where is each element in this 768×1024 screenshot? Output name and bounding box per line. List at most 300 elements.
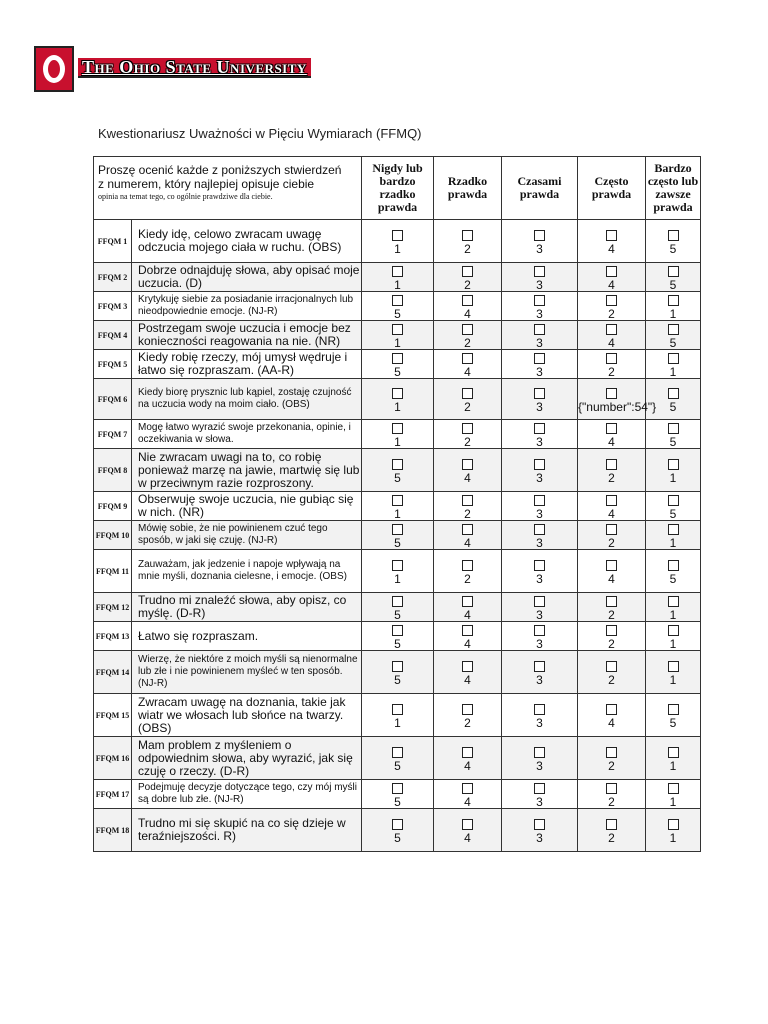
item-code: FFQM 13 [94, 622, 132, 651]
answer-score: 2 [464, 571, 471, 586]
answer-checkbox[interactable] [668, 495, 679, 506]
answer-cell [646, 622, 701, 651]
table-row [94, 492, 701, 521]
answer-score: 1 [669, 830, 677, 845]
answer-cell [578, 737, 646, 780]
answer-checkbox[interactable] [462, 353, 473, 364]
answer-score: 2 [608, 364, 615, 379]
answer-checkbox[interactable] [534, 819, 545, 830]
answer-checkbox[interactable] [606, 324, 617, 335]
answer-cell [434, 350, 502, 379]
answer-score: 4 [464, 794, 471, 809]
answer-cell [362, 593, 434, 622]
answer-score: 2 [608, 607, 615, 622]
answer-cell [578, 321, 646, 350]
table-row [94, 292, 701, 321]
answer-checkbox[interactable] [668, 819, 679, 830]
answer-checkbox[interactable] [534, 625, 545, 636]
item-statement: Trudno mi się skupić na co się dzieje w teraźniejszości. R) [132, 809, 362, 852]
answer-score: 5 [394, 672, 401, 687]
answer-cell [502, 651, 578, 694]
answer-score: 4 [608, 434, 615, 449]
answer-checkbox[interactable] [534, 560, 545, 571]
answer-score: 4 [464, 470, 471, 485]
answer-cell [578, 263, 646, 292]
item-code: FFQM 5 [94, 350, 132, 379]
answer-checkbox[interactable] [534, 661, 545, 672]
answer-score: 5 [394, 758, 401, 773]
answer-cell [362, 521, 434, 550]
answer-cell [578, 550, 646, 593]
answer-checkbox[interactable] [462, 747, 473, 758]
answer-cell [362, 651, 434, 694]
answer-checkbox[interactable] [606, 560, 617, 571]
answer-score: 5 [394, 636, 401, 651]
answer-score: 4 [608, 241, 615, 256]
answer-score: 3 [536, 470, 543, 485]
answer-score: 2 [608, 830, 615, 845]
answer-checkbox[interactable] [462, 459, 473, 470]
answer-score: 4 [464, 636, 471, 651]
answer-checkbox[interactable] [534, 230, 545, 241]
answer-cell [646, 449, 701, 492]
answer-checkbox[interactable] [392, 295, 403, 306]
answer-checkbox[interactable] [462, 560, 473, 571]
answer-score: 4 [464, 306, 471, 321]
answer-score: 2 [608, 672, 615, 687]
answer-checkbox[interactable] [392, 596, 403, 607]
item-code: FFQM 1 [94, 220, 132, 263]
item-code: FFQM 18 [94, 809, 132, 852]
answer-cell [646, 809, 701, 852]
answer-score: 3 [536, 434, 543, 449]
answer-checkbox[interactable] [462, 495, 473, 506]
answer-cell [434, 550, 502, 593]
answer-score: 1 [394, 715, 401, 730]
answer-score: 4 [608, 506, 615, 521]
item-code: FFQM 17 [94, 780, 132, 809]
item-statement: Mam problem z myśleniem o odpowiednim słowa, aby wyrazić, jak się czuję o rzeczy. (D-R) [132, 737, 362, 780]
table-row [94, 593, 701, 622]
answer-checkbox[interactable] [606, 388, 617, 399]
item-statement: Wierzę, że niektóre z moich myśli są nienormalne lub złe i nie powinienem myśleć w ten sposób. (NJ-R) [132, 651, 362, 694]
answer-cell [434, 321, 502, 350]
answer-cell [578, 521, 646, 550]
answer-checkbox[interactable] [668, 266, 679, 277]
answer-score: 2 [464, 434, 471, 449]
answer-checkbox[interactable] [534, 524, 545, 535]
answer-cell [578, 220, 646, 263]
answer-cell [646, 694, 701, 737]
instruction-line-1: Proszę ocenić każde z poniższych stwierdzeń [98, 163, 342, 177]
answer-checkbox[interactable] [462, 819, 473, 830]
answer-score: 5 [394, 535, 401, 550]
answer-score: 1 [394, 399, 401, 414]
answer-cell [434, 379, 502, 420]
answer-cell [362, 622, 434, 651]
answer-score: 5 [394, 364, 401, 379]
answer-checkbox[interactable] [668, 388, 679, 399]
table-row [94, 737, 701, 780]
answer-checkbox[interactable] [606, 524, 617, 535]
answer-checkbox[interactable] [392, 423, 403, 434]
university-name: The Ohio State University [78, 58, 311, 78]
answer-score: 4 [608, 715, 615, 730]
answer-score: 2 [464, 715, 471, 730]
answer-cell [362, 379, 434, 420]
table-row [94, 622, 701, 651]
answer-checkbox[interactable] [668, 596, 679, 607]
answer-cell [502, 220, 578, 263]
answer-cell [578, 694, 646, 737]
answer-cell [434, 263, 502, 292]
item-code: FFQM 2 [94, 263, 132, 292]
answer-checkbox[interactable] [534, 459, 545, 470]
answer-checkbox[interactable] [668, 704, 679, 715]
item-statement: Obserwuję swoje uczucia, nie gubiąc się w nich. (NR) [132, 492, 362, 521]
answer-checkbox[interactable] [668, 295, 679, 306]
answer-score: 4 [464, 607, 471, 622]
answer-cell [362, 420, 434, 449]
answer-checkbox[interactable] [534, 353, 545, 364]
answer-cell [434, 220, 502, 263]
answer-checkbox[interactable] [392, 495, 403, 506]
answer-checkbox[interactable] [392, 353, 403, 364]
answer-cell [434, 449, 502, 492]
answer-score: 5 [669, 277, 677, 292]
instruction-cell [94, 157, 362, 220]
answer-cell [578, 622, 646, 651]
answer-checkbox[interactable] [606, 819, 617, 830]
table-row [94, 694, 701, 737]
answer-checkbox[interactable] [392, 459, 403, 470]
answer-score: 3 [536, 715, 543, 730]
table-row [94, 321, 701, 350]
answer-cell [434, 622, 502, 651]
answer-checkbox[interactable] [606, 353, 617, 364]
answer-cell [434, 521, 502, 550]
table-row [94, 420, 701, 449]
answer-score: 3 [536, 794, 543, 809]
answer-cell [646, 550, 701, 593]
item-statement: Mówię sobie, że nie powinienem czuć tego sposób, w jaki się czuję. (NJ-R) [132, 521, 362, 550]
answer-checkbox[interactable] [392, 704, 403, 715]
answer-score: 2 [608, 794, 615, 809]
answer-score: 1 [669, 607, 677, 622]
answer-score: 5 [394, 830, 401, 845]
answer-cell [434, 737, 502, 780]
option-header-always: Bardzo często lub zawsze prawda [646, 157, 701, 220]
answer-score: 2 [608, 306, 615, 321]
answer-cell [502, 809, 578, 852]
answer-checkbox[interactable] [462, 625, 473, 636]
answer-cell [646, 780, 701, 809]
answer-cell [434, 593, 502, 622]
answer-checkbox[interactable] [392, 783, 403, 794]
answer-cell [362, 492, 434, 521]
answer-cell [434, 694, 502, 737]
answer-score: 3 [536, 758, 543, 773]
answer-cell [646, 420, 701, 449]
answer-cell [646, 220, 701, 263]
answer-checkbox[interactable] [392, 266, 403, 277]
answer-cell [502, 780, 578, 809]
answer-checkbox[interactable] [606, 423, 617, 434]
answer-score: 2 [608, 535, 615, 550]
answer-checkbox[interactable] [534, 423, 545, 434]
answer-cell [434, 780, 502, 809]
answer-score: 5 [394, 470, 401, 485]
answer-checkbox[interactable] [606, 704, 617, 715]
answer-checkbox[interactable] [606, 747, 617, 758]
answer-checkbox[interactable] [606, 625, 617, 636]
answer-checkbox[interactable] [606, 266, 617, 277]
answer-cell [502, 521, 578, 550]
answer-checkbox[interactable] [462, 230, 473, 241]
answer-cell [578, 780, 646, 809]
answer-cell [578, 379, 657, 420]
item-statement: Dobrze odnajduję słowa, aby opisać moje uczucia. (D) [132, 263, 362, 292]
item-statement: Kiedy idę, celowo zwracam uwagę odczucia mojego ciała w ruchu. (OBS) [132, 220, 362, 263]
answer-cell [362, 737, 434, 780]
answer-checkbox[interactable] [392, 747, 403, 758]
answer-score: 4 [464, 535, 471, 550]
answer-cell [434, 420, 502, 449]
answer-score: 5 [669, 241, 677, 256]
answer-cell [502, 292, 578, 321]
answer-cell [646, 492, 701, 521]
answer-checkbox[interactable] [392, 230, 403, 241]
table-row [94, 651, 701, 694]
answer-cell [434, 292, 502, 321]
answer-score: 1 [669, 535, 677, 550]
answer-cell [578, 449, 646, 492]
answer-score: 1 [394, 277, 401, 292]
answer-score: 5 [669, 506, 677, 521]
table-row [94, 449, 701, 492]
answer-cell [578, 292, 646, 321]
answer-checkbox[interactable] [534, 596, 545, 607]
answer-checkbox[interactable] [462, 388, 473, 399]
answer-score: 1 [394, 571, 401, 586]
answer-score: 3 [536, 607, 543, 622]
answer-score: 4 [464, 758, 471, 773]
answer-score: 5 [669, 399, 677, 414]
answer-cell [502, 492, 578, 521]
answer-checkbox[interactable] [668, 661, 679, 672]
answer-checkbox[interactable] [606, 783, 617, 794]
answer-checkbox[interactable] [462, 295, 473, 306]
answer-checkbox[interactable] [534, 495, 545, 506]
answer-score: 1 [669, 306, 677, 321]
answer-score: 1 [669, 364, 677, 379]
item-code: FFQM 8 [94, 449, 132, 492]
answer-checkbox[interactable] [462, 324, 473, 335]
answer-checkbox[interactable] [668, 747, 679, 758]
answer-checkbox[interactable] [462, 266, 473, 277]
answer-checkbox[interactable] [392, 625, 403, 636]
answer-score: 1 [394, 506, 401, 521]
answer-checkbox[interactable] [668, 230, 679, 241]
item-code: FFQM 16 [94, 737, 132, 780]
answer-checkbox[interactable] [668, 783, 679, 794]
answer-score: 1 [669, 470, 677, 485]
answer-cell [578, 593, 646, 622]
answer-score: 2 [464, 506, 471, 521]
answer-score: 2 [608, 636, 615, 651]
answer-score: 1 [669, 758, 677, 773]
answer-checkbox[interactable] [534, 324, 545, 335]
answer-checkbox[interactable] [462, 704, 473, 715]
answer-score: 4 [608, 335, 615, 350]
answer-checkbox[interactable] [668, 524, 679, 535]
answer-cell [362, 550, 434, 593]
answer-cell [502, 350, 578, 379]
answer-cell [362, 449, 434, 492]
answer-score: 4 [608, 277, 615, 292]
answer-score: 3 [536, 277, 543, 292]
answer-checkbox[interactable] [534, 295, 545, 306]
answer-score: 5 [669, 715, 677, 730]
item-statement: Podejmuję decyzje dotyczące tego, czy mój myśli są dobre lub złe. (NJ-R) [132, 780, 362, 809]
answer-checkbox[interactable] [668, 353, 679, 364]
answer-checkbox[interactable] [606, 661, 617, 672]
answer-checkbox[interactable] [534, 704, 545, 715]
answer-cell [362, 780, 434, 809]
item-statement: Trudno mi znaleźć słowa, aby opisz, co myślę. (D-R) [132, 593, 362, 622]
answer-checkbox[interactable] [462, 661, 473, 672]
answer-score: 2 [464, 277, 471, 292]
answer-cell [434, 492, 502, 521]
table-row [94, 350, 701, 379]
item-code: FFQM 10 [94, 521, 132, 550]
item-code: FFQM 14 [94, 651, 132, 694]
answer-checkbox[interactable] [606, 295, 617, 306]
answer-score: 1 [669, 636, 677, 651]
answer-checkbox[interactable] [668, 459, 679, 470]
answer-score: 4 [464, 364, 471, 379]
item-statement: Zauważam, jak jedzenie i napoje wpływają na mnie myśli, doznania cielesne, i emocje. (OBS) [132, 550, 362, 593]
answer-checkbox[interactable] [462, 524, 473, 535]
answer-score: 1 [394, 335, 401, 350]
answer-checkbox[interactable] [534, 747, 545, 758]
answer-cell [502, 737, 578, 780]
answer-cell [578, 651, 646, 694]
answer-cell [646, 651, 701, 694]
answer-cell [362, 220, 434, 263]
answer-score: 2 [608, 758, 615, 773]
answer-score: 4 [464, 672, 471, 687]
answer-checkbox[interactable] [462, 596, 473, 607]
answer-cell [646, 263, 701, 292]
answer-cell [502, 694, 578, 737]
item-code: FFQM 4 [94, 321, 132, 350]
answer-checkbox[interactable] [392, 388, 403, 399]
answer-score: 3 [536, 535, 543, 550]
answer-checkbox[interactable] [462, 423, 473, 434]
answer-checkbox[interactable] [534, 266, 545, 277]
item-code: FFQM 7 [94, 420, 132, 449]
answer-score: 1 [394, 241, 401, 256]
answer-cell [362, 694, 434, 737]
header-row [94, 157, 701, 220]
item-code: FFQM 11 [94, 550, 132, 593]
answer-cell [362, 263, 434, 292]
answer-score: 3 [536, 571, 543, 586]
ffmq-table [93, 156, 701, 852]
answer-cell [578, 809, 646, 852]
answer-checkbox[interactable] [606, 459, 617, 470]
answer-cell [646, 321, 701, 350]
answer-cell [646, 350, 701, 379]
page-title: Kwestionariusz Uważności w Pięciu Wymiarach (FFMQ) [98, 126, 422, 141]
answer-cell [434, 651, 502, 694]
answer-score: 5 [669, 335, 677, 350]
table-row [94, 780, 701, 809]
answer-score: 5 [669, 571, 677, 586]
answer-score: 3 [536, 241, 543, 256]
answer-score: 1 [394, 434, 401, 449]
answer-checkbox[interactable] [392, 560, 403, 571]
answer-cell [646, 292, 701, 321]
answer-cell [362, 321, 434, 350]
answer-checkbox[interactable] [606, 596, 617, 607]
item-code: FFQM 3 [94, 292, 132, 321]
answer-cell [578, 350, 646, 379]
answer-score: 5 [669, 434, 677, 449]
answer-checkbox[interactable] [534, 783, 545, 794]
answer-checkbox[interactable] [668, 324, 679, 335]
answer-checkbox[interactable] [606, 230, 617, 241]
answer-cell [502, 420, 578, 449]
answer-cell [578, 420, 646, 449]
table-row [94, 220, 701, 263]
answer-cell [502, 622, 578, 651]
answer-cell [502, 379, 578, 420]
item-statement: Kiedy biorę prysznic lub kąpiel, zostaję czujność na uczucia wody na moim ciało. (OBS) [132, 379, 362, 420]
answer-checkbox[interactable] [462, 783, 473, 794]
answer-checkbox[interactable] [606, 495, 617, 506]
answer-score: {"number":54"} [578, 399, 657, 414]
answer-score: 1 [669, 672, 677, 687]
answer-score: 2 [464, 241, 471, 256]
answer-score: 3 [536, 364, 543, 379]
answer-checkbox[interactable] [392, 661, 403, 672]
answer-checkbox[interactable] [668, 423, 679, 434]
answer-checkbox[interactable] [392, 819, 403, 830]
answer-cell [434, 809, 502, 852]
answer-checkbox[interactable] [668, 625, 679, 636]
answer-score: 2 [608, 470, 615, 485]
answer-cell [646, 737, 701, 780]
option-header-sometimes: Czasami prawda [502, 157, 578, 220]
instruction-line-2: z numerem, który najlepiej opisuje ciebie [98, 177, 315, 191]
option-header-often: Często prawda [578, 157, 646, 220]
answer-checkbox[interactable] [392, 324, 403, 335]
answer-checkbox[interactable] [534, 388, 545, 399]
table-row [94, 263, 701, 292]
answer-cell [502, 263, 578, 292]
answer-cell [362, 809, 434, 852]
answer-score: 3 [536, 335, 543, 350]
answer-cell [502, 593, 578, 622]
table-row [94, 550, 701, 593]
answer-checkbox[interactable] [392, 524, 403, 535]
answer-checkbox[interactable] [668, 560, 679, 571]
answer-score: 4 [608, 571, 615, 586]
answer-cell [646, 593, 701, 622]
answer-cell [502, 321, 578, 350]
